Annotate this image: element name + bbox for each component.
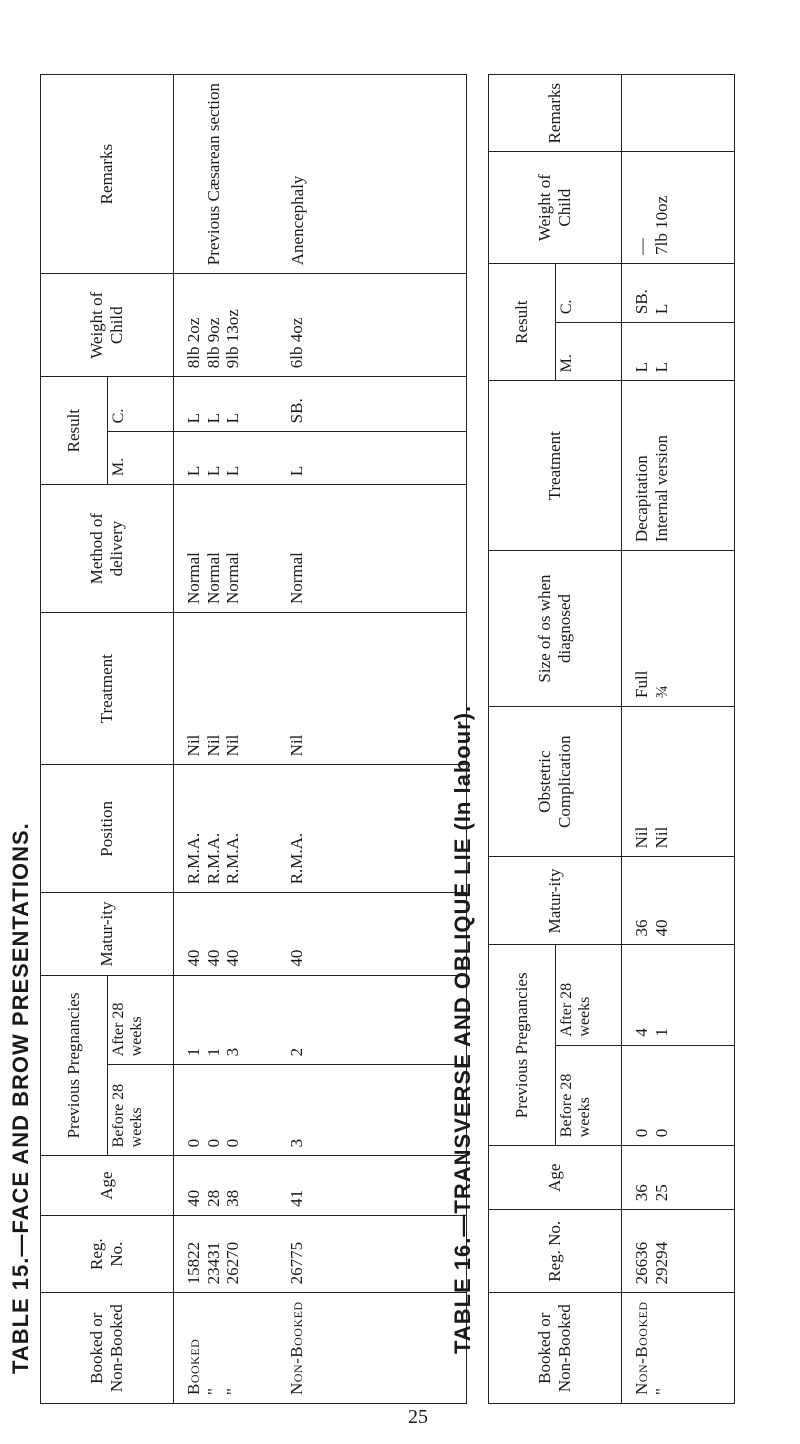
t15-col-method [174,485,467,613]
t16-col-size [622,551,735,707]
t15-header-result: Result [41,377,108,485]
t15-cell: 40 [184,949,203,967]
t16-cell: 36 [632,1184,651,1202]
t16-cell: L [651,303,671,315]
t16-cell: Full [632,670,651,698]
t15-header-reg: Reg. No. [41,1215,174,1293]
t15-cell [184,83,204,265]
t15-cell: 40 [203,949,223,967]
t15-cell: L [286,465,306,477]
t15-header-m: M. [107,432,174,485]
t15-cell: Nil [184,734,203,757]
t15-cell: 26270 [223,1241,243,1285]
t16-col-c [622,263,735,322]
t16-cell: Internal version [651,434,671,543]
t16-header-after: After 28 weeks [555,945,622,1045]
t15-header-remarks: Remarks [41,75,174,274]
t15-cell: 38 [223,1189,243,1207]
t15-col-after [174,975,467,1065]
t15-header-maturity: Matur-ity [41,893,174,975]
t15-cell: 6lb 4oz [286,317,306,369]
t16-header-obstetric: Obstetric Complication [489,706,622,856]
page-number: 25 [408,1406,428,1428]
t15-cell: R.M.A. [286,832,306,885]
t15-cell: 1 [184,1047,203,1057]
t15-header-c: C. [107,377,174,432]
t15-header-booked: Booked or Non-Booked [41,1293,174,1404]
t15-cell: " [203,1388,223,1395]
t16-cell: — [632,237,651,255]
t16-col-reg [622,1210,735,1293]
t15-cell: 28 [203,1189,223,1207]
t15-cell: 1 [203,1047,223,1057]
t16-col-booked [622,1293,735,1404]
t15-cell: R.M.A. [184,832,203,885]
t16-header-before: Before 28 weeks [555,1045,622,1146]
t16-cell: 0 [651,1128,671,1138]
table16 [488,74,735,1404]
t15-cell: 3 [223,1047,243,1057]
t16-cell: 26636 [632,1241,651,1285]
t15-cell: Normal [286,552,306,605]
t15-col-before [174,1065,467,1156]
t15-cell: 23431 [203,1241,223,1285]
t15-cell [224,83,244,265]
t15-header-position: Position [41,765,174,893]
t15-cell: Normal [223,552,243,605]
t16-header-maturity: Matur-ity [489,857,622,945]
t15-cell: L [184,465,203,477]
t16-cell: Nil [632,826,651,849]
t16-header-booked: Booked or Non-Booked [489,1293,622,1404]
t16-col-weight [622,152,735,263]
t16-header-c: C. [555,263,622,322]
t15-cell: 26775 [286,1241,306,1285]
t15-cell: Normal [203,552,223,605]
t15-header-method: Method of delivery [41,485,174,613]
t15-cell: 9lb 13oz [223,309,243,369]
t16-col-remarks [622,75,735,152]
t16-cell: 4 [632,1028,651,1037]
t16-cell: 29294 [651,1241,671,1285]
t16-header-size: Size of os when diagnosed [489,551,622,707]
t15-cell: 2 [286,1047,306,1057]
t15-body [174,75,467,1404]
t16-cell: " [651,1388,671,1395]
t16-cell: L [632,362,651,373]
t16-cell: L [651,362,671,373]
t16-col-age [622,1146,735,1210]
t15-cell: R.M.A. [203,832,223,885]
t15-cell: 0 [203,1138,223,1148]
t15-col-booked [174,1293,467,1404]
t15-cell: Non-Booked [286,1301,306,1395]
t15-cell: 0 [223,1138,243,1148]
t16-header-m: M. [555,323,622,381]
t16-cell: 36 [632,919,651,937]
t15-col-age [174,1156,467,1216]
t15-cell: 15822 [184,1241,203,1285]
t16-cell: 25 [651,1184,671,1202]
t16-cell: Decapitation [632,455,651,543]
t16-cell: 0 [632,1128,651,1138]
t15-cell: 3 [286,1138,306,1148]
t15-cell: Nil [223,734,243,757]
t15-cell: Normal [184,552,203,605]
t16-cell: SB. [632,289,651,315]
t15-header-before: Before 28 weeks [107,1065,174,1156]
t15-cell: R.M.A. [223,832,243,885]
table16-title: TABLE 16.—TRANSVERSE AND OBLIQUE LIE (In labour). [450,704,475,1354]
t16-cell: ¾ [651,685,671,698]
t16-header-age: Age [489,1146,622,1210]
t16-header-remarks: Remarks [489,75,622,152]
t15-cell: Nil [286,734,306,757]
t15-cell: 0 [184,1138,203,1148]
t15-header-prev: Previous Pregnancies [41,975,108,1156]
t15-cell: Nil [203,734,223,757]
t15-cell: L [223,412,243,424]
t16-cell: 7lb 10oz [651,195,671,255]
t16-col-m [622,323,735,381]
t16-col-after [622,945,735,1045]
t16-header-weight: Weight of Child [489,152,622,263]
t15-cell: 8lb 9oz [203,317,223,369]
t16-header-reg: Reg. No. [489,1210,622,1293]
t15-cell: Booked [184,1338,203,1395]
t15-cell: 40 [223,949,243,967]
t15-col-maturity [174,893,467,975]
t15-cell: Previous Cæsarean section [204,83,223,266]
t15-header-after: After 28 weeks [107,975,174,1065]
t15-col-remarks [174,75,467,274]
t15-cell: L [184,412,203,424]
t15-cell: L [223,465,243,477]
t15-header-treatment: Treatment [41,613,174,765]
t15-col-weight [174,274,467,377]
t16-header-treatment: Treatment [489,381,622,551]
t16-col-treatment [622,381,735,551]
t16-col-obstetric [622,706,735,856]
t15-cell: L [203,465,223,477]
t15-cell: 40 [286,949,306,967]
t16-header-result: Result [489,263,556,381]
t15-col-m [174,432,467,485]
t15-cell: 41 [286,1189,306,1207]
t16-cell: 1 [651,1028,671,1037]
t16-cell: Non-Booked [632,1301,651,1395]
t15-cell: L [203,412,223,424]
t16-cell: 40 [651,919,671,937]
t15-cell: " [223,1388,243,1395]
t15-col-treatment [174,613,467,765]
t15-cell: Anencephaly [287,175,307,266]
table15-title: TABLE 15.—FACE AND BROW PRESENTATIONS. [8,822,33,1374]
t15-cell: 8lb 2oz [184,317,203,369]
t15-cell: 40 [184,1189,203,1207]
t15-header-age: Age [41,1156,174,1216]
t16-header-prev: Previous Pregnancies [489,945,556,1146]
t16-col-before [622,1045,735,1146]
t16-col-maturity [622,857,735,945]
t15-cell: SB. [286,398,306,424]
t15-col-c [174,377,467,432]
t15-col-position [174,765,467,893]
t15-col-reg [174,1215,467,1293]
t15-header-weight: Weight of Child [41,274,174,377]
t16-cell: Nil [651,826,671,849]
t16-body [622,75,735,1404]
table15 [40,74,467,1404]
